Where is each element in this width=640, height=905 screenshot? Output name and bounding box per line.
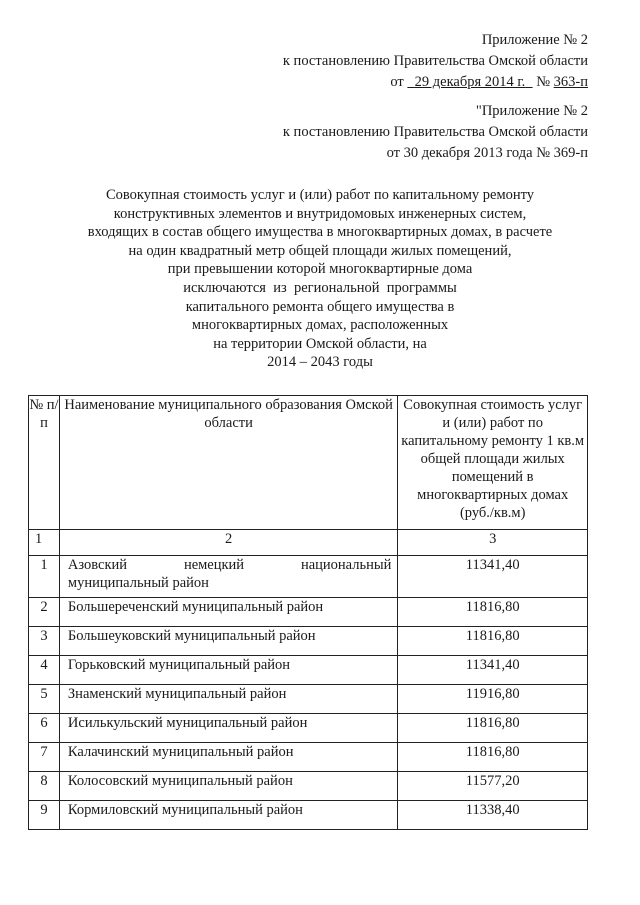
cost-value: 11816,80 — [398, 714, 588, 743]
title-line: 2014 – 2043 годы — [267, 354, 373, 371]
table-row: 7 Калачинский муниципальный район 11816,80 — [29, 743, 588, 772]
title-line: на один квадратный метр общей площади жилых помещений, — [128, 242, 512, 259]
table-row: 2 Большереченский муниципальный район 11816,80 — [29, 598, 588, 627]
title-line: многоквартирных домах, расположенных — [191, 317, 449, 334]
municipality-name: Калачинский муниципальный район — [59, 743, 397, 772]
resolution-date-prev: от 30 декабря 2013 года № 369-п — [386, 145, 588, 161]
cost-value: 11577,20 — [398, 772, 588, 801]
municipality-name: Кормиловский муниципальный район — [59, 801, 397, 830]
table-header-row — [29, 396, 588, 530]
title-line: входящих в состав общего имущества в многоквартирных домах, в расчете — [87, 224, 553, 241]
resolution-number: 363-п — [553, 74, 588, 90]
title-line: Совокупная стоимость услуг и (или) работ по капитальному ремонту — [105, 187, 535, 203]
appendix-label-prev: "Приложение № 2 — [475, 103, 588, 119]
appendix-label: Приложение № 2 — [481, 32, 588, 48]
appendix-header-previous — [283, 101, 588, 164]
table-row: 1 Азовский немецкий национальный муниципальный район 11341,40 — [29, 556, 588, 598]
municipality-name: Большереченский муниципальный район — [59, 598, 397, 627]
resolution-date-line: от 29 декабря 2014 г. № 363-п — [390, 74, 588, 90]
municipality-name: Горьковский муниципальный район — [59, 656, 397, 685]
municipality-name: Азовский немецкий национальный муниципальный район — [59, 556, 397, 598]
table-row: 3 Большеуковский муниципальный район 11816,80 — [29, 627, 588, 656]
cost-table — [28, 395, 588, 830]
table-row: 9 Кормиловский муниципальный район 11338,40 — [29, 801, 588, 830]
column-number-row: 1 2 3 — [29, 530, 588, 556]
municipality-name: Колосовский муниципальный район — [59, 772, 397, 801]
resolution-ref-prev: к постановлению Правительства Омской области — [282, 124, 588, 140]
municipality-name: Большеуковский муниципальный район — [59, 627, 397, 656]
table-row: 6 Исилькульский муниципальный район 11816,80 — [29, 714, 588, 743]
title-line: конструктивных элементов и внутридомовых инженерных систем, — [113, 205, 527, 222]
document-title — [60, 186, 580, 372]
header-cost: Совокупная стоимость услуг и (или) работ по капитальному ремонту 1 кв.м общей площади жилых помещений в многоквартирных домах (руб./кв.м) — [398, 396, 588, 530]
cost-value: 11341,40 — [398, 556, 588, 598]
cost-value: 11916,80 — [398, 685, 588, 714]
resolution-date: 29 декабря 2014 г. — [414, 74, 526, 90]
cost-value: 11816,80 — [398, 598, 588, 627]
table-row: 5 Знаменский муниципальный район 11916,80 — [29, 685, 588, 714]
table-row: 8 Колосовский муниципальный район 11577,20 — [29, 772, 588, 801]
municipality-name: Знаменский муниципальный район — [59, 685, 397, 714]
header-number: № п/п — [29, 396, 60, 530]
title-line: на территории Омской области, на — [213, 335, 427, 352]
title-line: при превышении которой многоквартирные дома — [167, 261, 473, 278]
title-line: исключаются из региональной программы — [183, 279, 457, 296]
cost-value: 11816,80 — [398, 627, 588, 656]
appendix-header-current — [283, 30, 588, 93]
resolution-ref: к постановлению Правительства Омской области — [282, 53, 588, 69]
header-municipality: Наименование муниципального образования Омской области — [59, 396, 397, 530]
cost-value: 11341,40 — [398, 656, 588, 685]
table-row: 4 Горьковский муниципальный район 11341,40 — [29, 656, 588, 685]
title-line: капитального ремонта общего имущества в — [185, 298, 455, 315]
cost-value: 11338,40 — [398, 801, 588, 830]
municipality-name: Исилькульский муниципальный район — [59, 714, 397, 743]
cost-value: 11816,80 — [398, 743, 588, 772]
